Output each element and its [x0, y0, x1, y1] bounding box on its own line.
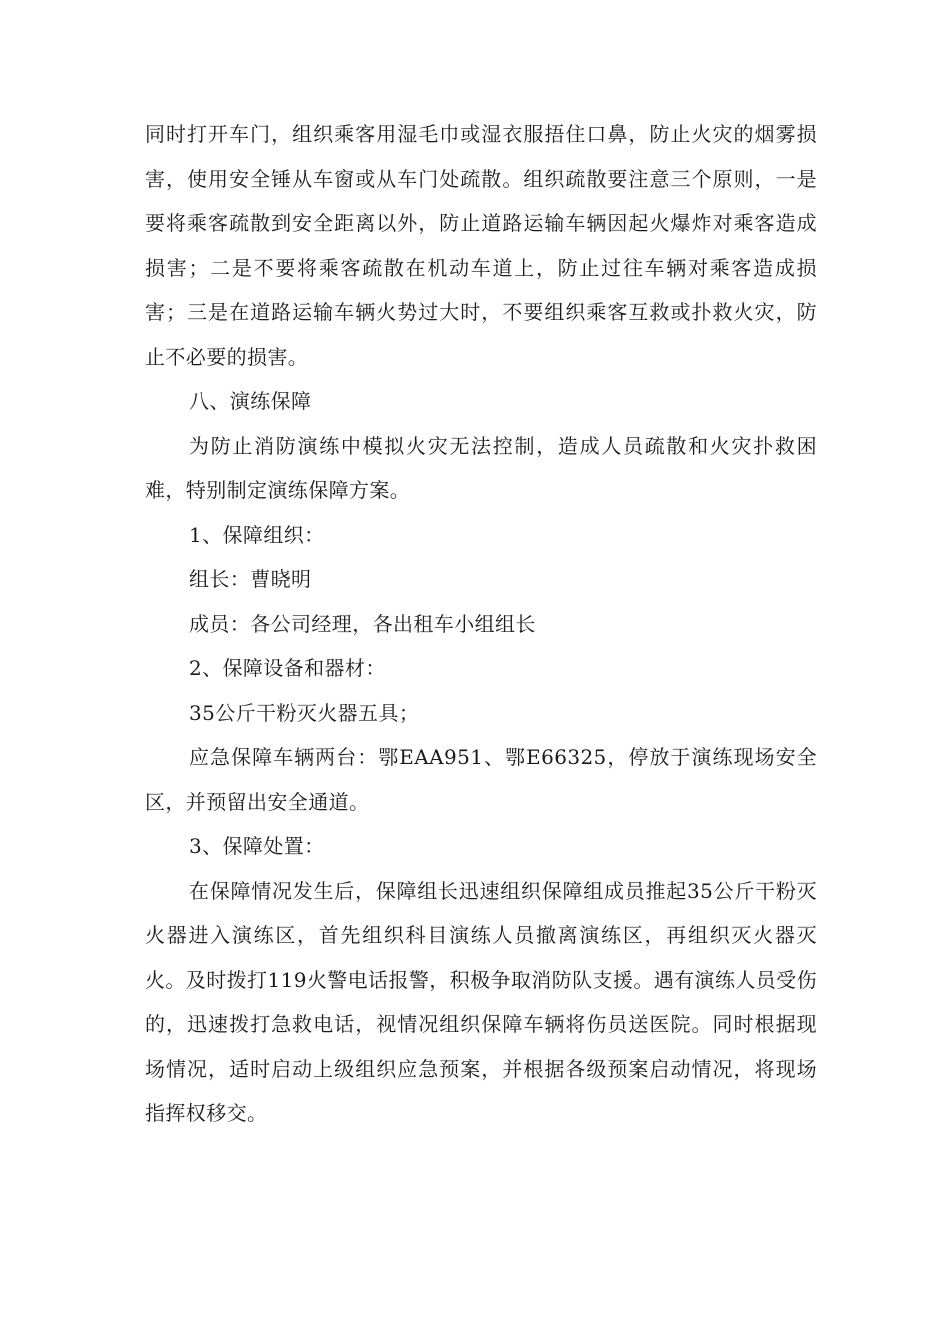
- subheading-support-equipment: 2、保障设备和器材：: [189, 656, 386, 680]
- paragraph-evacuation-continued: 同时打开车门，组织乘客用湿毛巾或湿衣服捂住口鼻，防止火灾的烟雾损害，使用安全锤从车窗或从车门处疏散。组织疏散要注意三个原则，一是要将乘客疏散到安全距离以外，防止道路运输车辆因起火爆炸对乘客造成损害；二是不要将乘客疏散在机动车道上，防止过往车辆对乘客造成损害；三是在道路运输车辆火势过大时，不要组织乘客互救或扑救火灾，防止不必要的损害。: [145, 122, 817, 369]
- line-team-leader: 组长：曹晓明: [189, 567, 312, 591]
- paragraph-handling-procedure: 在保障情况发生后，保障组长迅速组织保障组成员推起35公斤干粉灭火器进入演练区，首先组织科目演练人员撤离演练区，再组织灭火器灭火。及时拨打119火警电话报警，积极争取消防队支援。遇有演练人员受伤的，迅速拨打急救电话，视情况组织保障车辆将伤员送医院。同时根据现场情况，适时启动上级组织应急预案，并根据各级预案启动情况，将现场指挥权移交。: [145, 878, 817, 1125]
- subheading-support-organization: 1、保障组织：: [189, 522, 325, 547]
- document-body: [145, 112, 817, 1136]
- paragraph-emergency-vehicles: 应急保障车辆两台：鄂EAA951、鄂E66325，停放于演练现场安全区，并预留出安全通道。: [145, 745, 817, 814]
- line-fire-extinguishers: 35公斤干粉灭火器五具；: [189, 700, 420, 725]
- subheading-support-handling: 3、保障处置：: [189, 834, 325, 858]
- section-heading-drill-support: 八、演练保障: [189, 389, 312, 413]
- line-team-members: 成员：各公司经理，各出租车小组组长: [189, 611, 536, 636]
- paragraph-support-purpose: 为防止消防演练中模拟火灾无法控制，造成人员疏散和火灾扑救困难，特别制定演练保障方案。: [145, 433, 817, 502]
